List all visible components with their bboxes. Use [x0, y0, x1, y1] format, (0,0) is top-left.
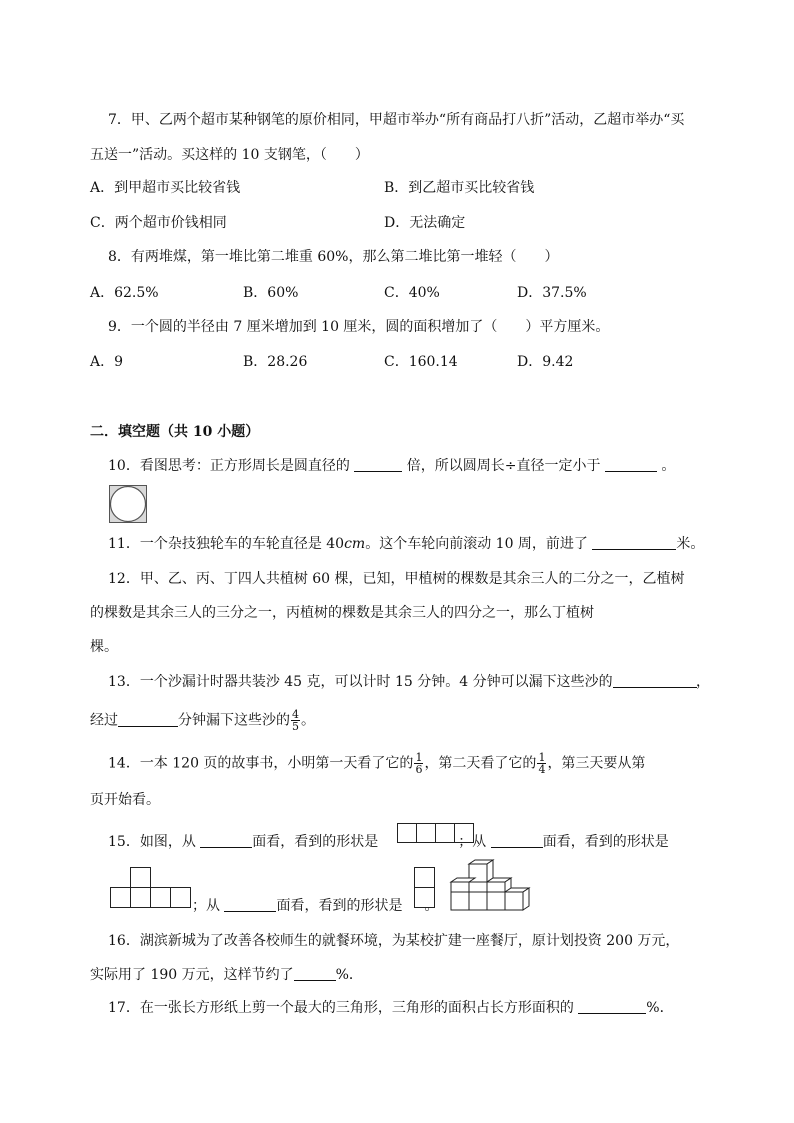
question-17-part-b: %．	[646, 1000, 674, 1016]
question-13-part-e: 。	[301, 712, 315, 729]
question-13-line-1	[108, 672, 697, 692]
question-16-part-a: 实际用了 190 万元，这样节约了	[90, 967, 294, 983]
question-9-option-b: B．28.26	[243, 354, 308, 370]
question-8-option-a: A．62.5%	[90, 285, 159, 301]
question-11-part-a: 11．一个杂技独轮车的车轮直径是 40	[108, 536, 345, 552]
question-11-part-c: 米。	[676, 536, 705, 552]
view-shape-four-squares-with-top-square	[110, 866, 192, 910]
question-8-text: 8．有两堆煤，第一堆比第二堆重 60%，那么第二堆比第一堆轻（ ）	[108, 249, 559, 265]
answer-blank[interactable]	[200, 833, 252, 848]
question-15-line-2	[192, 896, 438, 916]
question-13-line-2	[90, 709, 315, 732]
question-8-option-d: D．37.5%	[517, 285, 587, 301]
question-17-part-a: 17．在一张长方形纸上剪一个最大的三角形，三角形的面积占长方形面积的	[108, 1000, 574, 1016]
question-8-option-c: C．40%	[384, 285, 440, 301]
fraction-one-quarter: $\frac{1}{4}$	[538, 751, 546, 776]
question-14-part-c: ，第三天要从第	[547, 755, 646, 772]
question-10-part-b: 倍，所以圆周长÷直径一定小于	[406, 458, 601, 474]
question-8-option-b: B．60%	[243, 285, 299, 301]
question-16-part-b: %．	[335, 967, 363, 983]
question-7-line-1: 7．甲、乙两个超市某种钢笔的原价相同，甲超市举办“所有商品打八折”活动，乙超市举办“买	[108, 112, 685, 128]
answer-blank[interactable]	[605, 457, 657, 472]
question-13-part-a: 13．一个沙漏计时器共装沙 45 克，可以计时 15 分钟。4 分钟可以漏下这些沙的	[108, 674, 613, 690]
question-15-line-1	[108, 832, 669, 852]
question-14-part-b: ，第二天看了它的	[424, 755, 537, 772]
answer-blank[interactable]	[118, 712, 178, 727]
fraction-one-sixth: $\frac{1}{6}$	[415, 751, 423, 776]
question-12-line-1: 12．甲、乙、丙、丁四人共植树 60 棵，已知，甲植树的棵数是其余三人的二分之一，乙植树	[108, 571, 685, 587]
section-2-title: 二．填空题（共 10 小题）	[90, 424, 260, 440]
question-15-part-d: 面看，看到的形状是	[542, 834, 669, 850]
square-with-inscribed-circle-figure	[109, 485, 147, 523]
question-11-unit: cm	[344, 536, 366, 552]
question-12-line-3: 棵。	[90, 639, 118, 655]
question-13-part-d: 分钟漏下这些沙的	[178, 712, 290, 729]
question-16-line-2	[90, 965, 363, 985]
question-12-line-2: 的棵数是其余三人的三分之一，丙植树的棵数是其余三人的四分之一，那么丁植树	[90, 605, 594, 621]
question-11-text	[108, 534, 704, 554]
question-7-line-2: 五送一”活动。买这样的 10 支钢笔，（ ）	[90, 147, 369, 163]
question-15-part-a: 15．如图，从	[108, 834, 196, 850]
question-7-option-d: D．无法确定	[384, 215, 466, 231]
view-shape-two-stacked-squares	[414, 866, 436, 910]
question-16-line-1: 16．湖滨新城为了改善各校师生的就餐环境，为某校扩建一座餐厅，原计划投资 200 万元，	[108, 933, 680, 949]
question-15-part-f: 面看，看到的形状是	[276, 898, 403, 914]
question-10-part-c: 。	[661, 458, 676, 474]
question-14-part-a: 14．一本 120 页的故事书，小明第一天看了它的	[108, 755, 414, 772]
question-11-part-b: 。这个车轮向前滚动 10 周，前进了	[365, 536, 588, 552]
question-13-part-c: 经过	[90, 712, 118, 729]
question-15-part-c: ；从	[458, 834, 487, 850]
answer-blank[interactable]	[491, 833, 543, 848]
question-7-option-a: A．到甲超市买比较省钱	[90, 180, 241, 196]
question-7-option-c: C．两个超市价钱相同	[90, 215, 227, 231]
question-15-part-b: 面看，看到的形状是	[252, 834, 379, 850]
question-10-part-a: 10．看图思考：正方形周长是圆直径的	[108, 458, 350, 474]
question-17-text	[108, 998, 674, 1018]
question-9-option-a: A．9	[90, 354, 124, 370]
fraction-four-fifths: $\frac{4}{5}$	[292, 708, 299, 733]
answer-blank[interactable]	[578, 999, 646, 1014]
cube-stack-3d-figure	[449, 860, 539, 912]
question-10-text	[108, 456, 675, 476]
answer-blank[interactable]	[294, 966, 336, 981]
question-15-part-e: ；从	[192, 898, 220, 914]
question-14-line-1	[108, 752, 645, 775]
question-14-line-2: 页开始看。	[90, 792, 160, 808]
question-7-option-b: B．到乙超市买比较省钱	[384, 180, 535, 196]
question-9-text: 9．一个圆的半径由 7 厘米增加到 10 厘米，圆的面积增加了（ ）平方厘米。	[108, 319, 610, 335]
answer-blank[interactable]	[354, 457, 402, 472]
question-9-option-d: D．9.42	[517, 354, 574, 370]
answer-blank[interactable]	[224, 897, 276, 912]
question-9-option-c: C．160.14	[384, 354, 458, 370]
answer-blank[interactable]	[592, 535, 676, 550]
answer-blank[interactable]	[613, 673, 697, 688]
question-15-part-g: 。	[424, 898, 439, 914]
view-shape-four-squares-in-row	[397, 823, 477, 844]
question-13-comma: ，	[696, 674, 710, 690]
